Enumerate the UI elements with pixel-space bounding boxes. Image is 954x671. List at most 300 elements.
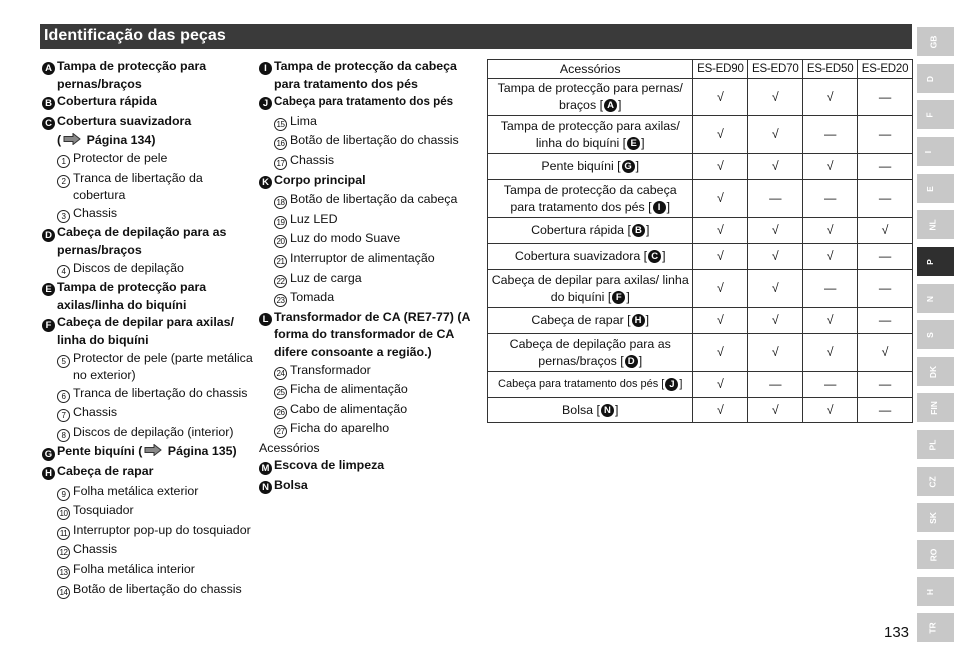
part-item bbox=[42, 561, 254, 581]
availability-cell: — bbox=[858, 79, 913, 116]
model-column-header: ES-ED90 bbox=[693, 60, 748, 79]
part-number bbox=[57, 541, 73, 561]
availability-cell: √ bbox=[693, 270, 748, 308]
letter-marker-n: N bbox=[259, 481, 272, 494]
part-label: Luz LED bbox=[290, 211, 338, 226]
part-label: Cabo de alimentação bbox=[290, 401, 408, 416]
accessory-name: Cabeça para tratamento dos pés [ bbox=[498, 378, 665, 390]
part-group-text: Tampa de protecção para axilas/linha do biquíni bbox=[57, 280, 207, 312]
circled-number-6: 6 bbox=[57, 390, 70, 403]
letter-marker-e: E bbox=[627, 137, 640, 150]
part-group-label bbox=[57, 113, 254, 131]
part-group-item bbox=[42, 93, 254, 113]
part-group-text: Cabeça de depilar para axilas/ linha do biquíni bbox=[57, 315, 235, 347]
accessory-name-cell: Bolsa [ N ] bbox=[488, 398, 693, 423]
accessories-table bbox=[487, 59, 913, 423]
letter-marker-l: L bbox=[259, 313, 272, 326]
part-group-item bbox=[42, 314, 254, 349]
part-item bbox=[42, 260, 254, 280]
availability-cell: √ bbox=[693, 398, 748, 423]
letter-marker-b: B bbox=[42, 97, 55, 110]
part-group-label bbox=[274, 309, 481, 362]
letter-marker-f: F bbox=[612, 291, 625, 304]
part-label: Chassis bbox=[73, 405, 118, 420]
part-item bbox=[259, 362, 481, 382]
language-tab-i[interactable] bbox=[917, 137, 954, 166]
accessory-name-cell: Cabeça de rapar [ H ] bbox=[488, 308, 693, 334]
part-group-item bbox=[42, 279, 254, 314]
part-group-item bbox=[42, 443, 254, 463]
table-row bbox=[488, 308, 913, 334]
availability-cell: √ bbox=[748, 116, 803, 154]
part-number bbox=[57, 205, 73, 225]
circled-number-25: 25 bbox=[274, 386, 287, 399]
availability-cell: — bbox=[858, 244, 913, 270]
accessory-name-cell: Tampa de protecção para axilas/ linha do biquíni [ E ] bbox=[488, 116, 693, 154]
part-label: Botão de libertação do chassis bbox=[73, 581, 242, 596]
part-label: Chassis bbox=[290, 152, 335, 167]
circled-number-5: 5 bbox=[57, 355, 70, 368]
part-label: Interruptor pop-up do tosquiador bbox=[73, 522, 251, 537]
availability-cell: √ bbox=[693, 308, 748, 334]
part-group-label bbox=[274, 58, 481, 93]
availability-cell: — bbox=[858, 372, 913, 398]
accessory-name-cell: Cabeça de depilação para as pernas/braços [ D ] bbox=[488, 334, 693, 372]
availability-cell: — bbox=[748, 372, 803, 398]
language-tab-label: CZ bbox=[927, 475, 938, 488]
accessory-name-cell: Cobertura rápida [ B ] bbox=[488, 218, 693, 244]
part-item bbox=[42, 150, 254, 170]
part-label: Lima bbox=[290, 113, 317, 128]
part-number bbox=[57, 483, 73, 503]
section-title: Identificação das peças bbox=[44, 27, 226, 44]
part-letter bbox=[42, 58, 57, 78]
part-label: Protector de pele (parte metálica no exterior) bbox=[73, 350, 253, 383]
table-row bbox=[488, 334, 913, 372]
accessories-column-header: Acessórios bbox=[488, 60, 693, 79]
language-tab-sk[interactable] bbox=[917, 503, 954, 532]
availability-cell: √ bbox=[858, 218, 913, 244]
part-item bbox=[42, 170, 254, 205]
part-number bbox=[274, 362, 290, 382]
page-reference-text: Página 134) bbox=[83, 133, 156, 148]
circled-number-19: 19 bbox=[274, 216, 287, 229]
letter-marker-g: G bbox=[622, 160, 635, 173]
part-group-label bbox=[57, 93, 254, 111]
part-number bbox=[274, 420, 290, 440]
availability-cell: √ bbox=[803, 79, 858, 116]
letter-marker-n: N bbox=[601, 404, 614, 417]
accessory-name: Cabeça de depilação para as pernas/braços [ bbox=[509, 336, 671, 368]
part-label: Tranca de libertação da cobertura bbox=[73, 170, 203, 203]
table-body bbox=[488, 79, 913, 423]
availability-cell: — bbox=[748, 180, 803, 218]
language-tab-label: E bbox=[924, 185, 935, 192]
letter-marker-i: I bbox=[653, 201, 666, 214]
accessory-name: Tampa de protecção para pernas/ braços [ bbox=[497, 81, 683, 112]
part-number bbox=[57, 260, 73, 280]
accessory-name-cell: Cabeça de depilar para axilas/ linha do biquíni [ F ] bbox=[488, 270, 693, 308]
part-number bbox=[57, 150, 73, 170]
part-letter bbox=[42, 443, 57, 463]
circled-number-24: 24 bbox=[274, 367, 287, 380]
model-column-header: ES-ED50 bbox=[803, 60, 858, 79]
part-item bbox=[259, 230, 481, 250]
letter-marker-h: H bbox=[42, 467, 55, 480]
part-label: Transformador bbox=[290, 362, 371, 377]
availability-cell: — bbox=[858, 270, 913, 308]
part-item bbox=[42, 404, 254, 424]
part-number bbox=[57, 502, 73, 522]
language-tab-label: DK bbox=[928, 365, 939, 378]
part-group-label bbox=[274, 477, 481, 495]
availability-cell: √ bbox=[748, 270, 803, 308]
part-letter bbox=[259, 172, 274, 192]
table-row bbox=[488, 372, 913, 398]
part-label: Botão de libertação do chassis bbox=[290, 133, 459, 148]
part-item bbox=[259, 401, 481, 421]
page-reference: ( Página 134) bbox=[57, 133, 156, 148]
part-item bbox=[42, 502, 254, 522]
circled-number-1: 1 bbox=[57, 155, 70, 168]
circled-number-7: 7 bbox=[57, 409, 70, 422]
parts-list-column-1 bbox=[42, 58, 254, 600]
part-group-item bbox=[259, 58, 481, 93]
table-row bbox=[488, 116, 913, 154]
part-item bbox=[259, 152, 481, 172]
language-tab-s[interactable] bbox=[917, 320, 954, 349]
part-group-text: Corpo principal bbox=[274, 172, 366, 187]
part-item bbox=[259, 289, 481, 309]
language-tab-label: F bbox=[924, 111, 935, 118]
availability-cell: — bbox=[858, 180, 913, 218]
availability-cell: √ bbox=[803, 398, 858, 423]
language-tab-label: D bbox=[925, 75, 936, 82]
part-label: Discos de depilação bbox=[73, 260, 184, 275]
circled-number-14: 14 bbox=[57, 586, 70, 599]
letter-marker-b: B bbox=[632, 224, 645, 237]
language-tab-cz[interactable] bbox=[917, 467, 954, 496]
language-tab-d[interactable] bbox=[917, 64, 954, 93]
availability-cell: — bbox=[858, 398, 913, 423]
part-item bbox=[259, 132, 481, 152]
part-number bbox=[57, 385, 73, 405]
language-tab-label: S bbox=[924, 331, 935, 338]
part-item bbox=[259, 113, 481, 133]
availability-cell: √ bbox=[803, 244, 858, 270]
letter-marker-j: J bbox=[259, 97, 272, 110]
part-number bbox=[274, 230, 290, 250]
accessory-name: Cabeça de rapar [ bbox=[531, 313, 631, 327]
part-label: Interruptor de alimentação bbox=[290, 250, 435, 265]
language-tab-label: I bbox=[923, 150, 934, 153]
part-group-text: Cobertura suavizadora bbox=[57, 113, 192, 128]
page-reference-arrow-icon bbox=[144, 444, 162, 456]
circled-number-11: 11 bbox=[57, 527, 70, 540]
circled-number-10: 10 bbox=[57, 507, 70, 520]
language-tab-label: RO bbox=[928, 548, 939, 561]
circled-number-26: 26 bbox=[274, 406, 287, 419]
part-number bbox=[57, 522, 73, 542]
availability-cell: — bbox=[858, 154, 913, 180]
part-group-item bbox=[259, 477, 481, 497]
model-column-header: ES-ED20 bbox=[858, 60, 913, 79]
part-letter bbox=[42, 224, 57, 244]
part-number bbox=[274, 401, 290, 421]
part-number bbox=[274, 250, 290, 270]
circled-number-20: 20 bbox=[274, 235, 287, 248]
part-item bbox=[259, 270, 481, 290]
availability-cell: √ bbox=[693, 116, 748, 154]
part-letter bbox=[259, 93, 274, 113]
availability-cell: √ bbox=[693, 154, 748, 180]
part-item bbox=[259, 420, 481, 440]
accessory-name: Cobertura rápida [ bbox=[531, 223, 631, 237]
part-number bbox=[57, 350, 73, 370]
part-group-text: Cabeça para tratamento dos pés bbox=[274, 95, 454, 109]
availability-cell: — bbox=[803, 180, 858, 218]
availability-cell: √ bbox=[693, 218, 748, 244]
language-tab-dk[interactable] bbox=[917, 357, 954, 386]
language-tab-e[interactable] bbox=[917, 174, 954, 203]
circled-number-22: 22 bbox=[274, 275, 287, 288]
availability-cell: √ bbox=[693, 244, 748, 270]
part-group-text: Escova de limpeza bbox=[274, 458, 385, 473]
part-item bbox=[42, 350, 254, 385]
language-tab-ro[interactable] bbox=[917, 540, 954, 569]
part-group-item bbox=[42, 224, 254, 259]
accessory-name: Pente biquíni [ bbox=[541, 159, 621, 173]
availability-cell: √ bbox=[748, 308, 803, 334]
model-column-header: ES-ED70 bbox=[748, 60, 803, 79]
language-tab-f[interactable] bbox=[917, 100, 954, 129]
part-number bbox=[274, 211, 290, 231]
part-item bbox=[259, 250, 481, 270]
part-group-item bbox=[259, 457, 481, 477]
parts-list-column-2 bbox=[259, 58, 481, 497]
page-reference-arrow-icon bbox=[63, 133, 81, 145]
part-label: Luz do modo Suave bbox=[290, 231, 401, 246]
part-group-text: Transformador de CA (RE7-77) (A forma do transformador de CA difere consoante a região.) bbox=[274, 309, 470, 359]
language-tab-pl[interactable] bbox=[917, 430, 954, 459]
availability-cell: √ bbox=[803, 218, 858, 244]
accessory-name-cell: Pente biquíni [ G ] bbox=[488, 154, 693, 180]
part-label: Ficha do aparelho bbox=[290, 421, 390, 436]
availability-cell: √ bbox=[748, 398, 803, 423]
circled-number-9: 9 bbox=[57, 488, 70, 501]
part-item bbox=[42, 522, 254, 542]
part-label: Chassis bbox=[73, 542, 118, 557]
language-tab-label: GB bbox=[928, 35, 939, 48]
table-row bbox=[488, 244, 913, 270]
availability-cell: √ bbox=[748, 154, 803, 180]
part-label: Protector de pele bbox=[73, 150, 168, 165]
part-item bbox=[42, 424, 254, 444]
part-group-text: Bolsa bbox=[274, 478, 308, 493]
part-group-text: Tampa de protecção da cabeça para tratamento dos pés bbox=[274, 59, 457, 91]
language-tab-n[interactable] bbox=[917, 284, 954, 313]
part-number bbox=[57, 581, 73, 601]
table-row bbox=[488, 398, 913, 423]
part-item bbox=[42, 581, 254, 601]
letter-marker-k: K bbox=[259, 176, 272, 189]
part-group-label bbox=[274, 93, 481, 111]
circled-number-12: 12 bbox=[57, 546, 70, 559]
part-number bbox=[57, 424, 73, 444]
availability-cell: √ bbox=[693, 79, 748, 116]
circled-number-21: 21 bbox=[274, 255, 287, 268]
availability-cell: √ bbox=[748, 218, 803, 244]
part-number bbox=[274, 270, 290, 290]
part-number bbox=[274, 152, 290, 172]
accessory-name: Cobertura suavizadora [ bbox=[514, 249, 648, 263]
part-group-label bbox=[274, 172, 481, 190]
part-letter bbox=[259, 477, 274, 497]
language-tab-p[interactable] bbox=[917, 247, 954, 276]
language-tabs bbox=[917, 24, 954, 647]
part-item bbox=[259, 191, 481, 211]
availability-cell: — bbox=[858, 308, 913, 334]
language-tab-label: TR bbox=[927, 621, 938, 634]
letter-marker-f: F bbox=[42, 319, 55, 332]
part-label: Folha metálica exterior bbox=[73, 483, 199, 498]
availability-cell: — bbox=[858, 116, 913, 154]
language-tab-label: NL bbox=[927, 218, 938, 231]
circled-number-13: 13 bbox=[57, 566, 70, 579]
letter-marker-h: H bbox=[632, 314, 645, 327]
part-letter bbox=[42, 314, 57, 334]
part-label: Tranca de libertação do chassis bbox=[73, 385, 248, 400]
part-group-text: Cabeça de rapar bbox=[57, 464, 154, 479]
part-group-item bbox=[42, 463, 254, 483]
part-label: Luz de carga bbox=[290, 270, 362, 285]
circled-number-15: 15 bbox=[274, 118, 287, 131]
section-title-bar bbox=[40, 24, 912, 49]
circled-number-16: 16 bbox=[274, 137, 287, 150]
part-number bbox=[57, 561, 73, 581]
accessory-name-cell: Tampa de protecção da cabeça para tratamento dos pés [ I ] bbox=[488, 180, 693, 218]
part-letter bbox=[42, 463, 57, 483]
availability-cell: √ bbox=[803, 308, 858, 334]
letter-marker-c: C bbox=[648, 250, 661, 263]
part-letter bbox=[259, 309, 274, 329]
part-group-text: Pente biquíni ( bbox=[57, 444, 143, 459]
availability-cell: — bbox=[803, 116, 858, 154]
part-item bbox=[42, 385, 254, 405]
availability-cell: √ bbox=[748, 79, 803, 116]
availability-cell: √ bbox=[693, 334, 748, 372]
part-number bbox=[274, 289, 290, 309]
part-label: Tomada bbox=[290, 290, 335, 305]
part-group-label bbox=[57, 58, 254, 93]
letter-marker-d: D bbox=[42, 229, 55, 242]
table-header-row bbox=[488, 60, 913, 79]
part-number bbox=[274, 191, 290, 211]
part-group-label bbox=[274, 457, 481, 475]
language-tab-label: FIN bbox=[928, 400, 939, 415]
language-tab-tr[interactable] bbox=[917, 613, 954, 642]
circled-number-27: 27 bbox=[274, 425, 287, 438]
part-group-label bbox=[57, 224, 254, 259]
table-row bbox=[488, 218, 913, 244]
part-number bbox=[274, 113, 290, 133]
part-item bbox=[259, 211, 481, 231]
part-label: Tosquiador bbox=[73, 503, 134, 518]
part-label: Chassis bbox=[73, 205, 118, 220]
part-item bbox=[42, 541, 254, 561]
accessory-name: Tampa de protecção da cabeça para tratamento dos pés [ bbox=[503, 182, 677, 214]
letter-marker-a: A bbox=[42, 62, 55, 75]
part-group-item bbox=[259, 172, 481, 192]
availability-cell: √ bbox=[693, 180, 748, 218]
table-row bbox=[488, 79, 913, 116]
language-tab-gb[interactable] bbox=[917, 27, 954, 56]
accessory-name: Cabeça de depilar para axilas/ linha do biquíni [ bbox=[491, 272, 689, 304]
language-tab-label: SK bbox=[927, 511, 938, 524]
language-tab-label: P bbox=[924, 258, 935, 265]
part-number bbox=[274, 381, 290, 401]
circled-number-3: 3 bbox=[57, 210, 70, 223]
accessory-name-cell: Cobertura suavizadora [ C ] bbox=[488, 244, 693, 270]
circled-number-4: 4 bbox=[57, 265, 70, 278]
availability-cell: √ bbox=[748, 244, 803, 270]
letter-marker-c: C bbox=[42, 117, 55, 130]
part-letter bbox=[42, 279, 57, 299]
part-group-item bbox=[259, 309, 481, 362]
circled-number-17: 17 bbox=[274, 157, 287, 170]
letter-marker-m: M bbox=[259, 462, 272, 475]
part-item bbox=[42, 205, 254, 225]
page-reference-text: Página 135) bbox=[164, 444, 237, 459]
accessory-name: Tampa de protecção para axilas/ linha do biquíni [ bbox=[500, 118, 680, 150]
availability-cell: √ bbox=[858, 334, 913, 372]
table-row bbox=[488, 180, 913, 218]
language-tab-h[interactable] bbox=[917, 577, 954, 606]
part-group-label bbox=[57, 279, 254, 314]
part-item bbox=[259, 381, 481, 401]
letter-marker-j: J bbox=[665, 378, 678, 391]
part-label: Folha metálica interior bbox=[73, 562, 195, 577]
part-number bbox=[57, 404, 73, 424]
accessory-name-cell: Tampa de protecção para pernas/ braços [ A ] bbox=[488, 79, 693, 116]
circled-number-18: 18 bbox=[274, 196, 287, 209]
part-letter bbox=[259, 457, 274, 477]
part-label: Ficha de alimentação bbox=[290, 382, 408, 397]
availability-cell: √ bbox=[748, 334, 803, 372]
language-tab-nl[interactable] bbox=[917, 210, 954, 239]
part-group-label bbox=[57, 314, 254, 349]
part-label: Botão de libertação da cabeça bbox=[290, 192, 458, 207]
part-number bbox=[57, 170, 73, 190]
part-group-text: Cabeça de depilação para as pernas/braços bbox=[57, 225, 227, 257]
page-number: 133 bbox=[884, 624, 910, 641]
part-group-text: Tampa de protecção para pernas/braços bbox=[57, 59, 207, 91]
language-tab-fin[interactable] bbox=[917, 393, 954, 422]
part-item bbox=[42, 483, 254, 503]
language-tab-label: H bbox=[925, 588, 936, 595]
availability-cell: √ bbox=[803, 334, 858, 372]
letter-marker-d: D bbox=[625, 355, 638, 368]
accessory-name-cell: Cabeça para tratamento dos pés [ J ] bbox=[488, 372, 693, 398]
part-group-item bbox=[42, 58, 254, 93]
table-row bbox=[488, 270, 913, 308]
availability-cell: — bbox=[803, 270, 858, 308]
letter-marker-g: G bbox=[42, 448, 55, 461]
letter-marker-a: A bbox=[604, 99, 617, 112]
part-group-item bbox=[259, 93, 481, 113]
part-group-label bbox=[57, 463, 254, 481]
part-group-text: Cobertura rápida bbox=[57, 94, 157, 109]
